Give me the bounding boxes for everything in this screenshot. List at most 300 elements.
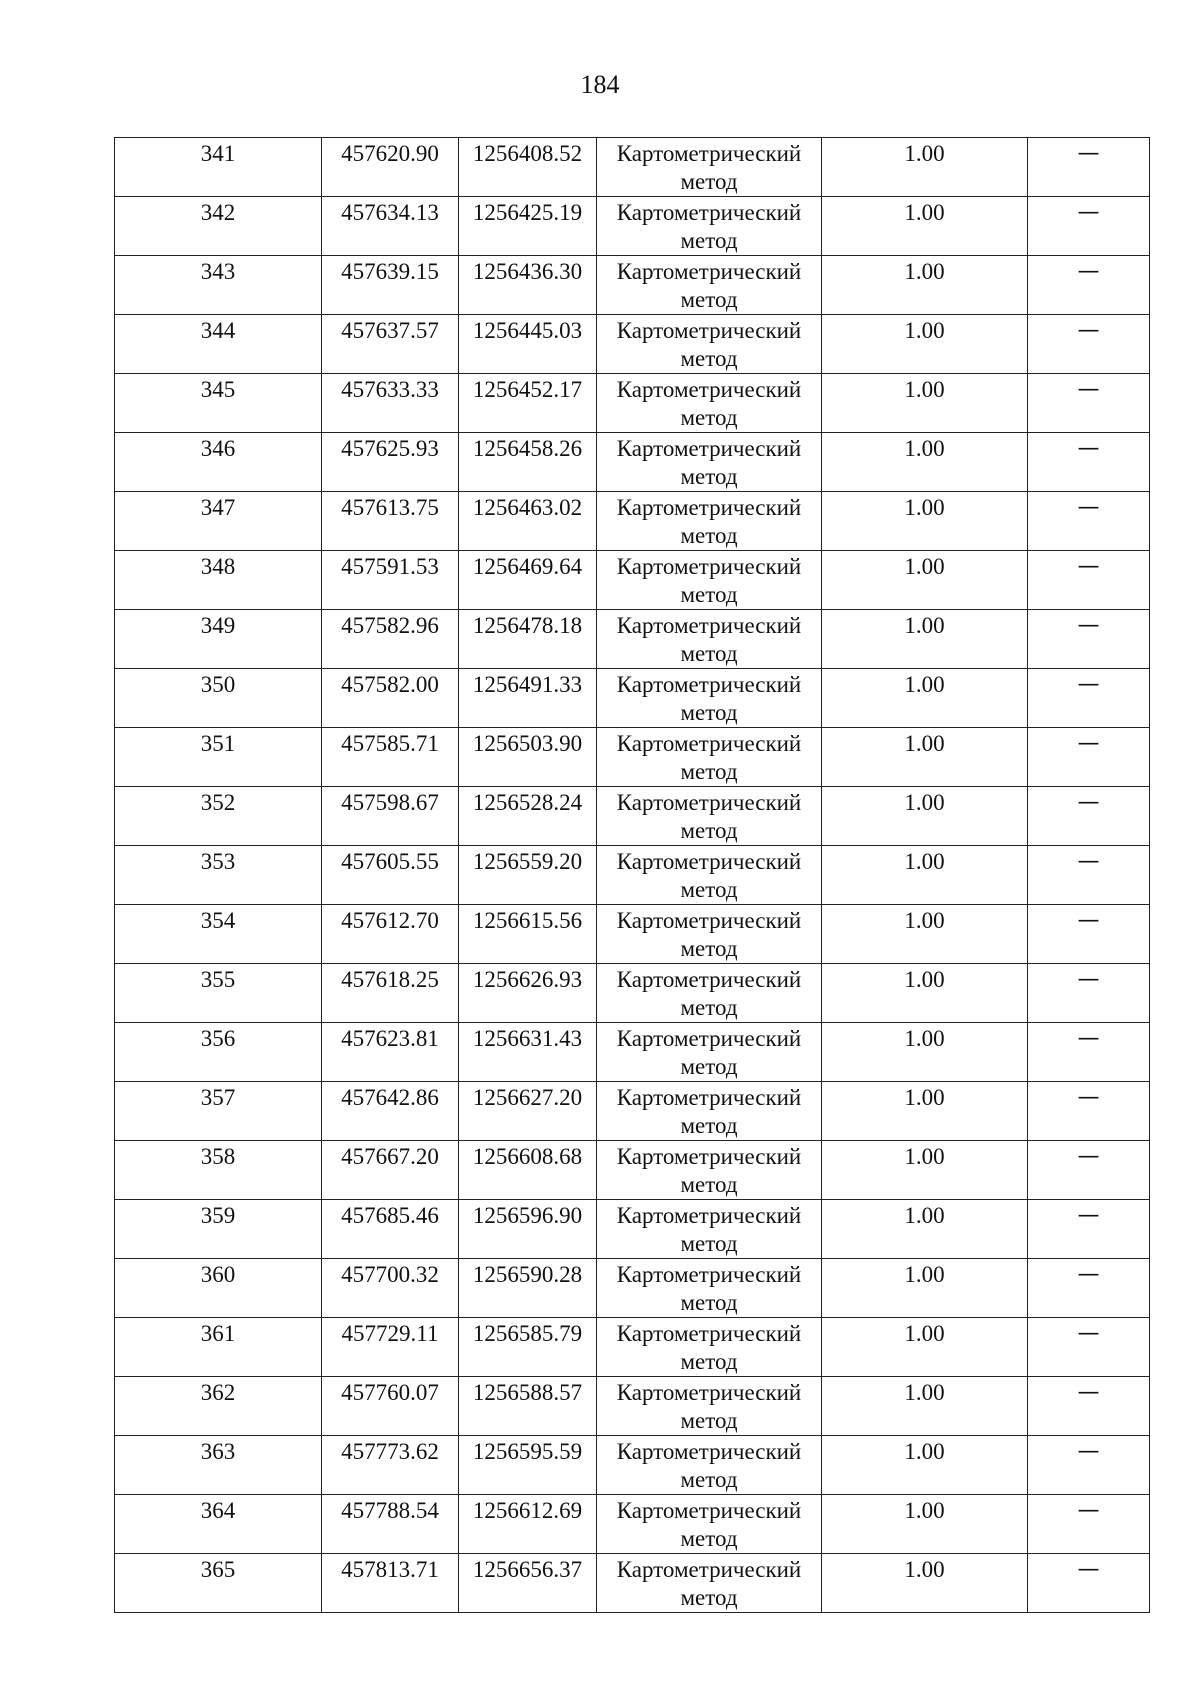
precision-cell-text: 1.00 [904, 1380, 945, 1405]
point-number-cell-text: 356 [200, 1026, 236, 1051]
point-number-cell [115, 374, 322, 433]
x-coordinate-cell-text: 457618.25 [341, 967, 439, 992]
point-number-cell-text: 353 [200, 849, 236, 874]
point-number-cell-text: 343 [200, 259, 236, 284]
method-cell-line-2: метод [680, 877, 738, 902]
table-row [115, 1141, 1150, 1200]
method-cell-line-2: метод [680, 1467, 738, 1492]
y-coordinate-cell-text: 1256608.68 [472, 1144, 583, 1169]
method-cell-line-2: метод [680, 818, 738, 843]
method-cell-line-2: метод [680, 1172, 738, 1197]
x-coordinate-cell-text: 457598.67 [341, 790, 439, 815]
precision-cell-text: 1.00 [904, 1321, 945, 1346]
y-coordinate-cell [459, 1200, 597, 1259]
method-cell-line-1: Картометрический [616, 1498, 802, 1523]
x-coordinate-cell [322, 1554, 459, 1613]
method-cell-line-1: Картометрический [616, 672, 802, 697]
table-row [115, 256, 1150, 315]
x-coordinate-cell-text: 457605.55 [341, 849, 439, 874]
point-number-cell-text: 351 [200, 731, 236, 756]
method-cell [597, 1436, 822, 1495]
method-cell-line-2: метод [680, 641, 738, 666]
y-coordinate-cell-text: 1256627.20 [472, 1085, 583, 1110]
note-cell [1028, 315, 1150, 374]
method-cell [597, 256, 822, 315]
x-coordinate-cell [322, 374, 459, 433]
method-cell-line-1: Картометрический [616, 613, 802, 638]
coordinates-table [114, 137, 1150, 1613]
method-cell-line-1: Картометрический [616, 1439, 802, 1464]
method-cell-line-2: метод [680, 582, 738, 607]
method-cell-line-2: метод [680, 759, 738, 784]
table-row [115, 138, 1150, 197]
x-coordinate-cell [322, 433, 459, 492]
point-number-cell-text: 360 [200, 1262, 236, 1287]
method-cell [597, 492, 822, 551]
method-cell-line-1: Картометрический [616, 1144, 802, 1169]
method-cell [597, 1200, 822, 1259]
x-coordinate-cell [322, 787, 459, 846]
table-row [115, 315, 1150, 374]
x-coordinate-cell-text: 457642.86 [341, 1085, 439, 1110]
point-number-cell-text: 365 [200, 1557, 236, 1582]
x-coordinate-cell-text: 457729.11 [341, 1321, 439, 1346]
y-coordinate-cell [459, 374, 597, 433]
note-cell-text: — [1077, 672, 1100, 697]
precision-cell-text: 1.00 [904, 495, 945, 520]
y-coordinate-cell-text: 1256445.03 [472, 318, 583, 343]
note-cell-text: — [1077, 1380, 1100, 1405]
y-coordinate-cell-text: 1256615.56 [472, 908, 583, 933]
precision-cell-text: 1.00 [904, 436, 945, 461]
method-cell-line-1: Картометрический [616, 731, 802, 756]
note-cell-text: — [1077, 377, 1100, 402]
note-cell [1028, 138, 1150, 197]
precision-cell [822, 1259, 1028, 1318]
x-coordinate-cell-text: 457582.96 [341, 613, 439, 638]
precision-cell-text: 1.00 [904, 967, 945, 992]
method-cell-line-2: метод [680, 995, 738, 1020]
y-coordinate-cell-text: 1256425.19 [472, 200, 583, 225]
x-coordinate-cell [322, 256, 459, 315]
precision-cell-text: 1.00 [904, 1262, 945, 1287]
y-coordinate-cell [459, 1023, 597, 1082]
method-cell-line-2: метод [680, 169, 738, 194]
method-cell-line-1: Картометрический [616, 1557, 802, 1582]
x-coordinate-cell [322, 1200, 459, 1259]
table-row [115, 551, 1150, 610]
x-coordinate-cell [322, 138, 459, 197]
point-number-cell [115, 197, 322, 256]
y-coordinate-cell [459, 964, 597, 1023]
table-row [115, 905, 1150, 964]
x-coordinate-cell [322, 1377, 459, 1436]
page-number: 184 [580, 70, 620, 99]
precision-cell [822, 787, 1028, 846]
note-cell-text: — [1077, 613, 1100, 638]
precision-cell-text: 1.00 [904, 1085, 945, 1110]
x-coordinate-cell [322, 610, 459, 669]
method-cell-line-1: Картометрический [616, 200, 802, 225]
note-cell [1028, 1200, 1150, 1259]
y-coordinate-cell-text: 1256626.93 [472, 967, 583, 992]
point-number-cell [115, 905, 322, 964]
method-cell [597, 1082, 822, 1141]
note-cell-text: — [1077, 731, 1100, 756]
point-number-cell [115, 1554, 322, 1613]
method-cell [597, 728, 822, 787]
y-coordinate-cell [459, 315, 597, 374]
precision-cell [822, 905, 1028, 964]
table-row [115, 610, 1150, 669]
note-cell [1028, 610, 1150, 669]
point-number-cell [115, 1495, 322, 1554]
y-coordinate-cell-text: 1256491.33 [472, 672, 583, 697]
method-cell [597, 1259, 822, 1318]
point-number-cell [115, 551, 322, 610]
note-cell [1028, 787, 1150, 846]
table-row [115, 1082, 1150, 1141]
x-coordinate-cell [322, 669, 459, 728]
point-number-cell [115, 1023, 322, 1082]
y-coordinate-cell [459, 846, 597, 905]
precision-cell-text: 1.00 [904, 318, 945, 343]
note-cell [1028, 551, 1150, 610]
x-coordinate-cell-text: 457612.70 [341, 908, 439, 933]
method-cell-line-1: Картометрический [616, 495, 802, 520]
precision-cell-text: 1.00 [904, 1203, 945, 1228]
x-coordinate-cell-text: 457591.53 [341, 554, 439, 579]
note-cell [1028, 433, 1150, 492]
table-row [115, 787, 1150, 846]
y-coordinate-cell-text: 1256436.30 [472, 259, 583, 284]
method-cell-line-2: метод [680, 1113, 738, 1138]
table-row [115, 1200, 1150, 1259]
x-coordinate-cell [322, 1023, 459, 1082]
note-cell [1028, 846, 1150, 905]
x-coordinate-cell-text: 457585.71 [341, 731, 439, 756]
method-cell [597, 374, 822, 433]
note-cell [1028, 905, 1150, 964]
point-number-cell-text: 352 [200, 790, 236, 815]
precision-cell-text: 1.00 [904, 1026, 945, 1051]
method-cell-line-2: метод [680, 464, 738, 489]
note-cell-text: — [1077, 436, 1100, 461]
method-cell-line-1: Картометрический [616, 554, 802, 579]
precision-cell-text: 1.00 [904, 849, 945, 874]
point-number-cell [115, 256, 322, 315]
table-row [115, 1318, 1150, 1377]
method-cell [597, 1377, 822, 1436]
y-coordinate-cell [459, 1436, 597, 1495]
note-cell-text: — [1077, 1203, 1100, 1228]
point-number-cell-text: 346 [200, 436, 236, 461]
note-cell [1028, 492, 1150, 551]
note-cell-text: — [1077, 1498, 1100, 1523]
method-cell-line-2: метод [680, 1526, 738, 1551]
method-cell [597, 610, 822, 669]
table-row [115, 964, 1150, 1023]
note-cell [1028, 1023, 1150, 1082]
note-cell-text: — [1077, 554, 1100, 579]
point-number-cell [115, 787, 322, 846]
x-coordinate-cell [322, 315, 459, 374]
precision-cell [822, 433, 1028, 492]
x-coordinate-cell [322, 1259, 459, 1318]
x-coordinate-cell-text: 457760.07 [341, 1380, 439, 1405]
y-coordinate-cell-text: 1256585.79 [472, 1321, 583, 1346]
note-cell-text: — [1077, 908, 1100, 933]
precision-cell-text: 1.00 [904, 1144, 945, 1169]
precision-cell [822, 669, 1028, 728]
x-coordinate-cell [322, 1436, 459, 1495]
point-number-cell [115, 728, 322, 787]
point-number-cell-text: 357 [200, 1085, 236, 1110]
x-coordinate-cell-text: 457685.46 [341, 1203, 439, 1228]
precision-cell-text: 1.00 [904, 790, 945, 815]
x-coordinate-cell-text: 457667.20 [341, 1144, 439, 1169]
note-cell-text: — [1077, 1144, 1100, 1169]
method-cell-line-2: метод [680, 405, 738, 430]
method-cell-line-1: Картометрический [616, 1026, 802, 1051]
method-cell [597, 138, 822, 197]
x-coordinate-cell [322, 728, 459, 787]
method-cell [597, 315, 822, 374]
x-coordinate-cell [322, 905, 459, 964]
point-number-cell [115, 138, 322, 197]
method-cell-line-2: метод [680, 523, 738, 548]
point-number-cell-text: 363 [200, 1439, 236, 1464]
precision-cell-text: 1.00 [904, 377, 945, 402]
note-cell [1028, 1141, 1150, 1200]
precision-cell [822, 1200, 1028, 1259]
method-cell-line-1: Картометрический [616, 790, 802, 815]
precision-cell-text: 1.00 [904, 259, 945, 284]
method-cell [597, 669, 822, 728]
table-row [115, 197, 1150, 256]
method-cell-line-1: Картометрический [616, 318, 802, 343]
x-coordinate-cell-text: 457633.33 [341, 377, 439, 402]
point-number-cell-text: 362 [200, 1380, 236, 1405]
method-cell-line-1: Картометрический [616, 849, 802, 874]
method-cell-line-2: метод [680, 287, 738, 312]
y-coordinate-cell [459, 610, 597, 669]
y-coordinate-cell-text: 1256588.57 [472, 1380, 583, 1405]
precision-cell [822, 551, 1028, 610]
coordinates-table-body [115, 138, 1150, 1613]
method-cell-line-1: Картометрический [616, 1321, 802, 1346]
method-cell [597, 1318, 822, 1377]
note-cell [1028, 1436, 1150, 1495]
table-row [115, 1259, 1150, 1318]
x-coordinate-cell-text: 457582.00 [341, 672, 439, 697]
x-coordinate-cell [322, 1318, 459, 1377]
precision-cell [822, 138, 1028, 197]
precision-cell-text: 1.00 [904, 1498, 945, 1523]
precision-cell-text: 1.00 [904, 1557, 945, 1582]
x-coordinate-cell-text: 457625.93 [341, 436, 439, 461]
y-coordinate-cell [459, 905, 597, 964]
precision-cell-text: 1.00 [904, 554, 945, 579]
method-cell [597, 787, 822, 846]
point-number-cell-text: 350 [200, 672, 236, 697]
y-coordinate-cell-text: 1256612.69 [472, 1498, 583, 1523]
precision-cell [822, 1554, 1028, 1613]
point-number-cell-text: 361 [200, 1321, 236, 1346]
note-cell [1028, 1259, 1150, 1318]
y-coordinate-cell-text: 1256528.24 [472, 790, 583, 815]
y-coordinate-cell-text: 1256595.59 [472, 1439, 583, 1464]
y-coordinate-cell-text: 1256596.90 [472, 1203, 583, 1228]
table-row [115, 492, 1150, 551]
precision-cell [822, 197, 1028, 256]
precision-cell-text: 1.00 [904, 613, 945, 638]
x-coordinate-cell [322, 1495, 459, 1554]
point-number-cell [115, 964, 322, 1023]
precision-cell-text: 1.00 [904, 1439, 945, 1464]
method-cell-line-2: метод [680, 346, 738, 371]
precision-cell [822, 1436, 1028, 1495]
point-number-cell [115, 1318, 322, 1377]
x-coordinate-cell-text: 457639.15 [341, 259, 439, 284]
x-coordinate-cell-text: 457700.32 [341, 1262, 439, 1287]
point-number-cell-text: 347 [200, 495, 236, 520]
x-coordinate-cell-text: 457637.57 [341, 318, 439, 343]
note-cell-text: — [1077, 967, 1100, 992]
method-cell-line-2: метод [680, 1054, 738, 1079]
x-coordinate-cell-text: 457788.54 [341, 1498, 439, 1523]
method-cell-line-1: Картометрический [616, 908, 802, 933]
note-cell-text: — [1077, 141, 1100, 166]
point-number-cell-text: 348 [200, 554, 236, 579]
note-cell [1028, 1554, 1150, 1613]
precision-cell [822, 846, 1028, 905]
table-row [115, 846, 1150, 905]
x-coordinate-cell [322, 492, 459, 551]
method-cell-line-2: метод [680, 1231, 738, 1256]
method-cell-line-2: метод [680, 1290, 738, 1315]
note-cell-text: — [1077, 1026, 1100, 1051]
point-number-cell [115, 1082, 322, 1141]
method-cell-line-2: метод [680, 1408, 738, 1433]
precision-cell [822, 256, 1028, 315]
point-number-cell [115, 669, 322, 728]
method-cell [597, 846, 822, 905]
x-coordinate-cell-text: 457623.81 [341, 1026, 439, 1051]
table-row [115, 1554, 1150, 1613]
note-cell-text: — [1077, 1321, 1100, 1346]
method-cell [597, 964, 822, 1023]
note-cell [1028, 1318, 1150, 1377]
table-row [115, 433, 1150, 492]
note-cell-text: — [1077, 790, 1100, 815]
precision-cell [822, 374, 1028, 433]
precision-cell [822, 1377, 1028, 1436]
precision-cell-text: 1.00 [904, 908, 945, 933]
precision-cell-text: 1.00 [904, 200, 945, 225]
precision-cell [822, 492, 1028, 551]
y-coordinate-cell [459, 1082, 597, 1141]
note-cell [1028, 374, 1150, 433]
y-coordinate-cell-text: 1256590.28 [472, 1262, 583, 1287]
y-coordinate-cell-text: 1256631.43 [472, 1026, 583, 1051]
y-coordinate-cell [459, 1259, 597, 1318]
note-cell-text: — [1077, 200, 1100, 225]
y-coordinate-cell-text: 1256408.52 [472, 141, 583, 166]
table-row [115, 728, 1150, 787]
method-cell-line-2: метод [680, 228, 738, 253]
point-number-cell [115, 1141, 322, 1200]
method-cell [597, 1495, 822, 1554]
y-coordinate-cell [459, 492, 597, 551]
y-coordinate-cell [459, 728, 597, 787]
y-coordinate-cell [459, 669, 597, 728]
point-number-cell-text: 342 [200, 200, 236, 225]
y-coordinate-cell-text: 1256478.18 [472, 613, 583, 638]
note-cell-text: — [1077, 849, 1100, 874]
y-coordinate-cell [459, 433, 597, 492]
method-cell [597, 905, 822, 964]
x-coordinate-cell [322, 1141, 459, 1200]
point-number-cell [115, 315, 322, 374]
point-number-cell-text: 341 [200, 141, 236, 166]
method-cell-line-2: метод [680, 1349, 738, 1374]
point-number-cell [115, 492, 322, 551]
precision-cell [822, 1318, 1028, 1377]
x-coordinate-cell [322, 1082, 459, 1141]
table-row [115, 1023, 1150, 1082]
method-cell-line-1: Картометрический [616, 967, 802, 992]
note-cell [1028, 1377, 1150, 1436]
method-cell-line-1: Картометрический [616, 141, 802, 166]
precision-cell [822, 1495, 1028, 1554]
point-number-cell-text: 364 [200, 1498, 236, 1523]
note-cell-text: — [1077, 318, 1100, 343]
point-number-cell-text: 354 [200, 908, 236, 933]
note-cell [1028, 964, 1150, 1023]
point-number-cell-text: 358 [200, 1144, 236, 1169]
table-row [115, 1436, 1150, 1495]
table-row [115, 669, 1150, 728]
method-cell [597, 1554, 822, 1613]
point-number-cell-text: 355 [200, 967, 236, 992]
note-cell [1028, 256, 1150, 315]
method-cell-line-1: Картометрический [616, 259, 802, 284]
method-cell-line-2: метод [680, 1585, 738, 1610]
note-cell [1028, 669, 1150, 728]
note-cell-text: — [1077, 495, 1100, 520]
y-coordinate-cell [459, 551, 597, 610]
method-cell-line-1: Картометрический [616, 436, 802, 461]
y-coordinate-cell-text: 1256559.20 [472, 849, 583, 874]
table-row [115, 1377, 1150, 1436]
point-number-cell [115, 1436, 322, 1495]
y-coordinate-cell [459, 787, 597, 846]
y-coordinate-cell [459, 1495, 597, 1554]
x-coordinate-cell [322, 846, 459, 905]
precision-cell [822, 1023, 1028, 1082]
x-coordinate-cell [322, 197, 459, 256]
note-cell [1028, 1495, 1150, 1554]
note-cell-text: — [1077, 259, 1100, 284]
method-cell-line-1: Картометрический [616, 1203, 802, 1228]
note-cell-text: — [1077, 1557, 1100, 1582]
note-cell [1028, 197, 1150, 256]
y-coordinate-cell-text: 1256656.37 [472, 1557, 583, 1582]
note-cell [1028, 728, 1150, 787]
method-cell [597, 433, 822, 492]
method-cell-line-1: Картометрический [616, 1262, 802, 1287]
